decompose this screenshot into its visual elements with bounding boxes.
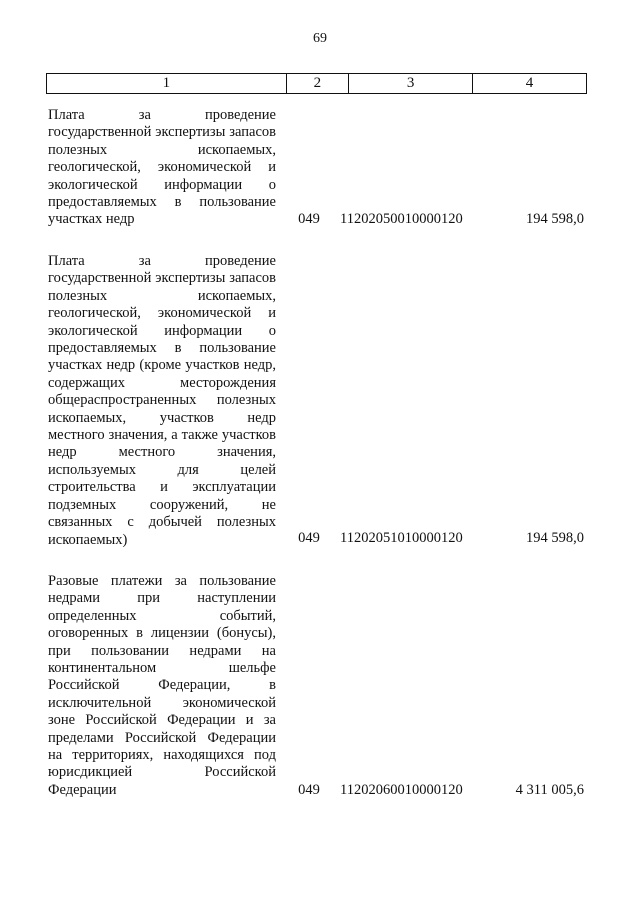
row-code: 049 [298,211,320,227]
page-number: 69 [313,31,327,46]
row-kbk: 11202060010000120 [340,782,463,798]
row-amount: 194 598,0 [526,211,584,227]
column-header-table [46,73,587,94]
row-kbk: 11202050010000120 [340,211,463,227]
header-col-3: 3 [349,74,473,94]
row-description: Разовые платежи за пользование недрами при наступлении определенных событий, оговоренных в лицензии (бонусы), при пользовании недрами на континентальном шельфе Российской Федерации, в исключительной экономической зоне Российской Федерации и за пределами Российской Федерации на территориях, находящихся под юрисдикцией Российской Федерации [48,573,276,798]
header-col-2: 2 [286,74,348,94]
header-col-1: 1 [47,74,287,94]
row-code: 049 [298,782,320,798]
header-col-4: 4 [473,74,587,94]
row-amount: 194 598,0 [526,530,584,546]
row-code: 049 [298,530,320,546]
row-description: Плата за проведение государственной экспертизы запасов полезных ископаемых, геологической, экономической и экологической информации о предоставляемых в пользование участках недр (кроме участков недр, содержащих месторождения общераспространенных полезных ископаемых, участков недр местного значения, а также участков недр местного значения, используемых для целей строительства и эксплуатации подземных сооружений, не связанных с добычей полезных ископаемых) [48,253,276,548]
row-amount: 4 311 005,6 [515,782,584,798]
header-row [47,74,587,94]
row-description: Плата за проведение государственной экспертизы запасов полезных ископаемых, геологической, экономической и экологической информации о предоставляемых в пользование участках недр [48,107,276,228]
row-kbk: 11202051010000120 [340,530,463,546]
